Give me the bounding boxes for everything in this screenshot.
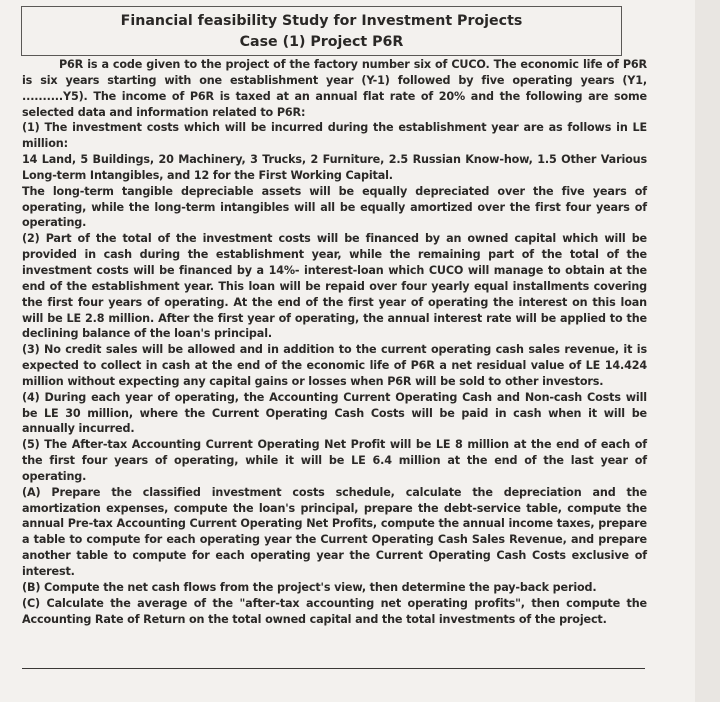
case-body xyxy=(22,57,647,627)
document-title: Financial feasibility Study for Investment Projects xyxy=(120,13,523,29)
question-b: (B) Compute the net cash flows from the project's view, then determine the pay-back period. xyxy=(22,580,597,594)
question-c: (C) Calculate the average of the "after-tax accounting net operating profits", then compute the Accounting Rate of Return on the total owned capital and the total investments of the project. xyxy=(22,596,647,626)
page-edge xyxy=(695,0,720,702)
question-a: (A) Prepare the classified investment costs schedule, calculate the depreciation and the amortization expenses, compute the loan's principal, prepare the debt-service table, compute the annual Pre-tax Accounting Current Operating Net Profits, compute the annual income taxes, prepare a table to compute for each operating year the Current Operating Cash Sales Revenue, and prepare another table to compute for each operating year the Current Operating Cash Costs exclusive of interest. xyxy=(22,485,647,578)
intro-paragraph: P6R is a code given to the project of the factory number six of CUCO. The economic life of P6R is six years starting with one establishment year (Y-1) followed by five operating years (Y1, ..........Y5). The income of P6R is taxed at an annual flat rate of 20% and the following are some selected data and information related to P6R: xyxy=(22,58,647,119)
title-box xyxy=(21,6,622,56)
item-1-investment-costs: (1) The investment costs which will be incurred during the establishment year are as follows in LE million: xyxy=(22,121,647,151)
closing-underline xyxy=(22,668,645,669)
depreciation-policy: The long-term tangible depreciable assets will be equally depreciated over the five years of operating, while the long-term intangibles will all be equally amortized over the first four years of operating. xyxy=(22,184,647,230)
case-subtitle: Case (1) Project P6R xyxy=(239,34,404,50)
item-3-sales-residual: (3) No credit sales will be allowed and in addition to the current operating cash sales revenue, it is expected to collect in cash at the end of the economic life of P6R a net residual value of LE 14.424 million without expecting any capital gains or losses when P6R will be sold to other investors. xyxy=(22,343,647,388)
item-4-operating-costs: (4) During each year of operating, the Accounting Current Operating Cash and Non-cash Costs will be LE 30 million, where the Current Operating Cash Costs will be paid in cash when it will be annually incurred. xyxy=(22,390,647,436)
item-5-net-profit: (5) The After-tax Accounting Current Operating Net Profit will be LE 8 million at the end of each of the first four years of operating, while it will be LE 6.4 million at the end of the last year of operating. xyxy=(22,438,647,483)
investment-cost-list: 14 Land, 5 Buildings, 20 Machinery, 3 Trucks, 2 Furniture, 2.5 Russian Know-how, 1.5 Other Various Long-term Intangibles, and 12 for the First Working Capital. xyxy=(22,153,647,182)
item-2-financing: (2) Part of the total of the investment costs will be financed by an owned capital which will be provided in cash during the establishment year, while the remaining part of the total of the investment costs will be financed by a 14%- interest-loan which CUCO will manage to obtain at the end of the establishment year. This loan will be repaid over four yearly equal installments covering the first four years of operating. At the end of the first year of operating the interest on this loan will be LE 2.8 million. After the first year of operating, the annual interest rate will be applied to the declining balance of the loan's principal. xyxy=(22,232,647,341)
